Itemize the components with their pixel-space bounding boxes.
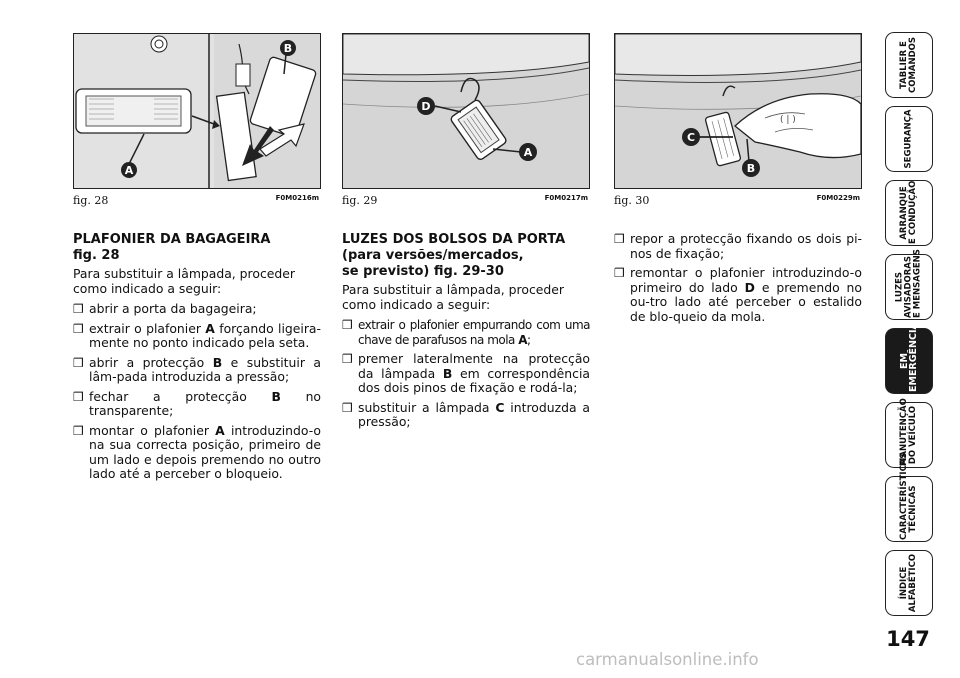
checkbox-bullet-icon: ❒ [73, 302, 84, 316]
svg-text:( | ): ( | ) [780, 115, 796, 125]
tab-label-line: EMERGÊNCIA [908, 322, 919, 392]
figure-29-caption-text: fig. 29 [342, 194, 378, 207]
tab-label-line: CARACTERÍSTICAS [899, 452, 909, 540]
section-title [73, 232, 321, 264]
checkbox-bullet-icon: ❒ [73, 321, 84, 336]
checkbox-bullet-icon: ❒ [614, 232, 625, 246]
tab-label-line: E MENSAGENS [912, 249, 923, 318]
item-text: introduzindo-o na sua correcta posição, primeiro de um lado e depois premendo no outro lado até a perceber o bloqueio. [89, 422, 321, 481]
item-text: remontar o plafonier introduzindo-o primeiro do lado [630, 265, 862, 295]
section-continuation [614, 232, 862, 329]
checkbox-bullet-icon: ❒ [73, 355, 84, 370]
section-title [342, 232, 590, 280]
tab-arranque-conducao[interactable] [885, 180, 933, 246]
item-text: abrir a protecção [89, 354, 213, 370]
item-text: em correspondência dos dois pinos de fixação e rodá-la; [358, 365, 591, 395]
tab-label-line: ARRANQUE [899, 186, 909, 240]
figure-28 [73, 33, 321, 189]
item-ref-letter: D [744, 279, 755, 295]
tab-label-line: EM [899, 353, 910, 369]
figure-29-caption [342, 194, 588, 208]
tab-label-line: COMANDOS [908, 36, 918, 94]
figure-28-caption-text: fig. 28 [73, 194, 109, 207]
section-title-line: LUZES DOS BOLSOS DA PORTA [342, 232, 566, 247]
list-item [614, 232, 862, 261]
figure-28-illustration [74, 34, 320, 188]
section-title-line: PLAFONIER DA BAGAGEIRA [73, 232, 271, 247]
instruction-list [614, 232, 862, 324]
tab-label-line: DO VEÍCULO [908, 405, 918, 465]
item-text: introduzda a pressão; [358, 399, 590, 429]
list-item [73, 424, 321, 482]
tab-label-line: E CONDUÇÃO [908, 180, 918, 244]
item-text: e premendo no ou-tro lado até perceber o estalido de blo-queio da mola. [630, 279, 862, 324]
figure-30-illustration [615, 34, 861, 188]
list-item [342, 352, 590, 396]
tab-manutencao-veiculo[interactable] [885, 398, 933, 468]
item-ref-letter: A [518, 332, 528, 347]
list-item [342, 401, 590, 430]
item-text: extrair o plafonier empurrando com uma chave de parafusos na mola [358, 318, 590, 347]
list-item [73, 390, 321, 419]
figure-30-caption [614, 194, 860, 208]
item-text: fechar a protecção [89, 388, 272, 404]
figure-30-code: F0M0229m [816, 194, 860, 202]
item-text: repor a protecção fixando os dois pi-nos de fixação; [630, 231, 862, 261]
watermark: carmanualsonline.info [576, 650, 759, 669]
tab-label [900, 552, 918, 614]
item-text: e substituir a lâm-pada introduzida a pressão; [89, 354, 321, 384]
item-ref-letter: C [495, 399, 505, 415]
tab-label-line: SEGURANÇA [903, 109, 914, 169]
tab-caracteristicas-tecnicas[interactable] [885, 452, 933, 542]
tab-label [899, 322, 919, 392]
section-title-figref: fig. 28 [73, 248, 120, 263]
tab-label-line: AVISADORAS [903, 256, 914, 318]
tab-label-line: TÉCNICAS [908, 485, 918, 533]
item-text: substituir a lâmpada [358, 399, 496, 415]
checkbox-bullet-icon: ❒ [342, 352, 353, 366]
section-intro: Para substituir a lâmpada, proceder como indicado a seguir: [73, 266, 295, 296]
list-item [73, 322, 321, 351]
tab-label-line: LUZES [894, 271, 905, 303]
item-ref-letter: B [271, 388, 281, 404]
figure-30 [614, 33, 862, 189]
tab-label-line: ÍNDICE [899, 566, 909, 600]
list-item [614, 266, 862, 324]
figure-28-code: F0M0216m [275, 194, 319, 202]
figure-28-caption [73, 194, 319, 208]
checkbox-bullet-icon: ❒ [614, 266, 625, 280]
figure-30-label-b: B [746, 162, 756, 175]
tab-label [899, 452, 918, 540]
item-ref-letter: A [215, 422, 225, 438]
section-intro: Para substituir a lâmpada, proceder como indicado a seguir: [342, 282, 564, 312]
figure-29-code: F0M0217m [544, 194, 588, 202]
item-text: no transparente; [89, 388, 321, 418]
item-text: montar o plafonier [89, 422, 216, 438]
figure-28-label-b: B [283, 42, 293, 55]
figure-29 [342, 33, 590, 189]
item-ref-letter: A [205, 320, 215, 336]
figure-30-caption-text: fig. 30 [614, 194, 650, 207]
section-plafonier-bagageira [73, 232, 321, 487]
figure-29-label-a: A [523, 146, 533, 159]
page-number: 147 [886, 627, 930, 651]
section-title-figref: se previsto) fig. 29-30 [342, 264, 504, 279]
tab-indice-alfabetico[interactable] [885, 550, 933, 616]
tab-label-line: TABLIER E [899, 41, 909, 89]
tab-label [900, 182, 918, 244]
instruction-list [73, 302, 321, 482]
item-text: abrir a porta da bagageira; [89, 301, 257, 316]
item-ref-letter: B [442, 365, 453, 381]
list-item [73, 356, 321, 385]
tab-label [894, 249, 923, 318]
item-text: ; [527, 332, 531, 347]
figure-30-label-c: C [686, 131, 696, 144]
item-ref-letter: B [212, 354, 223, 370]
list-item [342, 318, 590, 347]
checkbox-bullet-icon: ❒ [342, 318, 353, 332]
section-title-line: (para versões/mercados, [342, 248, 524, 263]
list-item [73, 302, 321, 317]
item-text: premer lateralmente na protecção da lâmpada [358, 351, 590, 381]
tab-label [905, 108, 914, 170]
tab-seguranca[interactable] [885, 106, 933, 172]
figure-28-label-a: A [124, 164, 134, 177]
checkbox-bullet-icon: ❒ [73, 423, 84, 438]
checkbox-bullet-icon: ❒ [73, 389, 84, 404]
item-text: extrair o plafonier [89, 320, 206, 336]
section-luzes-bolsos-porta [342, 232, 590, 435]
checkbox-bullet-icon: ❒ [342, 400, 353, 415]
tab-label [900, 34, 918, 96]
figure-29-label-d: D [421, 100, 431, 113]
tab-label-line: ALFABÉTICO [908, 553, 918, 613]
item-text: forçando ligeira-mente no ponto indicado pela seta. [89, 320, 321, 350]
tab-label-line: MANUTENÇÃO [899, 398, 909, 466]
tab-em-emergencia[interactable] [885, 322, 933, 394]
figure-29-illustration [343, 34, 589, 188]
tab-tablier-comandos[interactable] [885, 32, 933, 98]
tab-luzes-avisadoras[interactable] [885, 249, 933, 320]
instruction-list [342, 318, 590, 430]
